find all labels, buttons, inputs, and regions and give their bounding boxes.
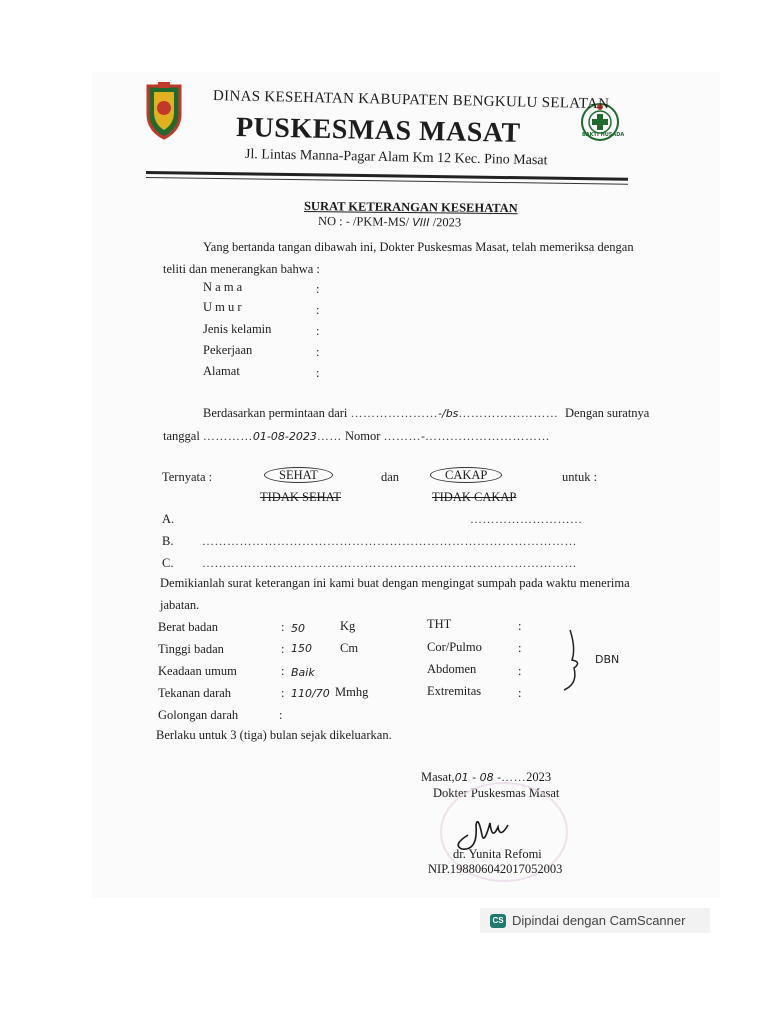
document-title: SURAT KETERANGAN KESEHATAN <box>303 199 518 216</box>
abdomen-colon: : <box>518 664 522 678</box>
occupation-colon: : <box>316 345 320 359</box>
extremities-colon: : <box>518 686 522 700</box>
weight-label: Berat badan <box>158 620 219 634</box>
sehat-option: SEHAT <box>264 468 333 483</box>
camscanner-icon: CS <box>490 914 506 928</box>
bakti-husada-text: BAKTI HUSADA <box>582 132 625 138</box>
tht-label: THT <box>427 617 452 631</box>
tanggal-line: tanggal …………01-08-2023…… Nomor ………-………………………… <box>163 429 551 443</box>
validity-note: Berlaku untuk 3 (tiga) bulan sejak dikeluarkan. <box>156 728 392 742</box>
handwritten-bracket <box>560 628 590 692</box>
tidak-cakap-option: TIDAK CAKAP <box>432 490 517 504</box>
cor-pulmo-colon: : <box>518 641 522 655</box>
blood-type-label: Golongan darah <box>158 708 239 722</box>
untuk-text: untuk : <box>562 470 598 484</box>
signer-nip: NIP.198806042017052003 <box>428 862 563 876</box>
item-b-label: B. <box>162 534 174 548</box>
facility-name: PUSKESMAS MASAT <box>235 112 521 149</box>
request-line: Berdasarkan permintaan dari …………………-/bs…………………… <box>203 406 559 420</box>
dan-text: dan <box>381 470 400 484</box>
address-colon: : <box>316 366 320 380</box>
tht-colon: : <box>518 619 522 633</box>
general-condition-value: Baik <box>291 666 315 679</box>
blood-pressure-unit: Mmhg <box>335 685 369 699</box>
height-colon: : <box>281 642 285 656</box>
height-label: Tinggi badan <box>158 642 224 656</box>
signer-title: Dokter Puskesmas Masat <box>433 786 560 800</box>
name-colon: : <box>316 282 320 296</box>
blood-pressure-colon: : <box>281 686 285 700</box>
age-label: U m u r <box>203 300 242 314</box>
item-c-dots: ……………………………………………………………………………… <box>202 556 577 570</box>
camscanner-watermark <box>480 908 710 933</box>
cakap-option: CAKAP <box>430 468 502 483</box>
blood-pressure-label: Tekanan darah <box>158 686 232 700</box>
item-b-dots: ……………………………………………………………………………… <box>202 534 577 548</box>
abdomen-label: Abdomen <box>427 662 477 676</box>
intro-line-1: Yang bertanda tangan dibawah ini, Dokter Puskesmas Masat, telah memeriksa dengan <box>203 240 634 254</box>
height-value: 150 <box>291 642 312 655</box>
closing-line-1: Demikianlah surat keterangan ini kami buat dengan mengingat sumpah pada waktu menerima <box>160 576 630 590</box>
tidak-sehat-option: TIDAK SEHAT <box>260 490 341 504</box>
dbn-note: DBN <box>595 653 620 666</box>
place-date: Masat,01 - 08 -……2023 <box>421 770 552 784</box>
weight-unit: Kg <box>340 619 356 633</box>
height-unit: Cm <box>340 641 359 655</box>
request-suffix: Dengan suratnya <box>565 406 650 420</box>
address-label: Alamat <box>203 364 240 378</box>
facility-address: Jl. Lintas Manna-Pagar Alam Km 12 Kec. Pino Masat <box>244 147 548 169</box>
weight-colon: : <box>281 620 285 634</box>
name-label: N a m a <box>203 280 243 294</box>
cor-pulmo-label: Cor/Pulmo <box>427 640 482 654</box>
document-number: NO : - /PKM-MS/ VIII /2023 <box>317 214 462 230</box>
blood-type-colon: : <box>279 708 283 722</box>
gender-label: Jenis kelamin <box>203 322 272 336</box>
document-page <box>92 72 720 898</box>
item-a-label: A. <box>162 512 175 526</box>
item-c-label: C. <box>162 556 174 570</box>
occupation-label: Pekerjaan <box>203 343 253 357</box>
signer-name: dr. Yunita Refomi <box>453 847 542 861</box>
weight-value: 50 <box>291 622 305 635</box>
general-condition-colon: : <box>281 664 285 678</box>
extremities-label: Extremitas <box>427 684 482 698</box>
closing-line-2: jabatan. <box>160 598 200 612</box>
general-condition-label: Keadaan umum <box>158 664 237 678</box>
item-a-dots: ……………………… <box>470 512 583 526</box>
office-name: DINAS KESEHATAN KABUPATEN BENGKULU SELATAN <box>212 88 610 113</box>
age-colon: : <box>316 303 320 317</box>
intro-line-2: teliti dan menerangkan bahwa : <box>163 262 320 276</box>
blood-pressure-value: 110/70 <box>291 687 330 700</box>
regency-crest-logo <box>144 80 184 140</box>
gender-colon: : <box>316 324 320 338</box>
camscanner-text: Dipindai dengan CamScanner <box>512 913 686 928</box>
ternyata-label: Ternyata : <box>162 470 213 484</box>
